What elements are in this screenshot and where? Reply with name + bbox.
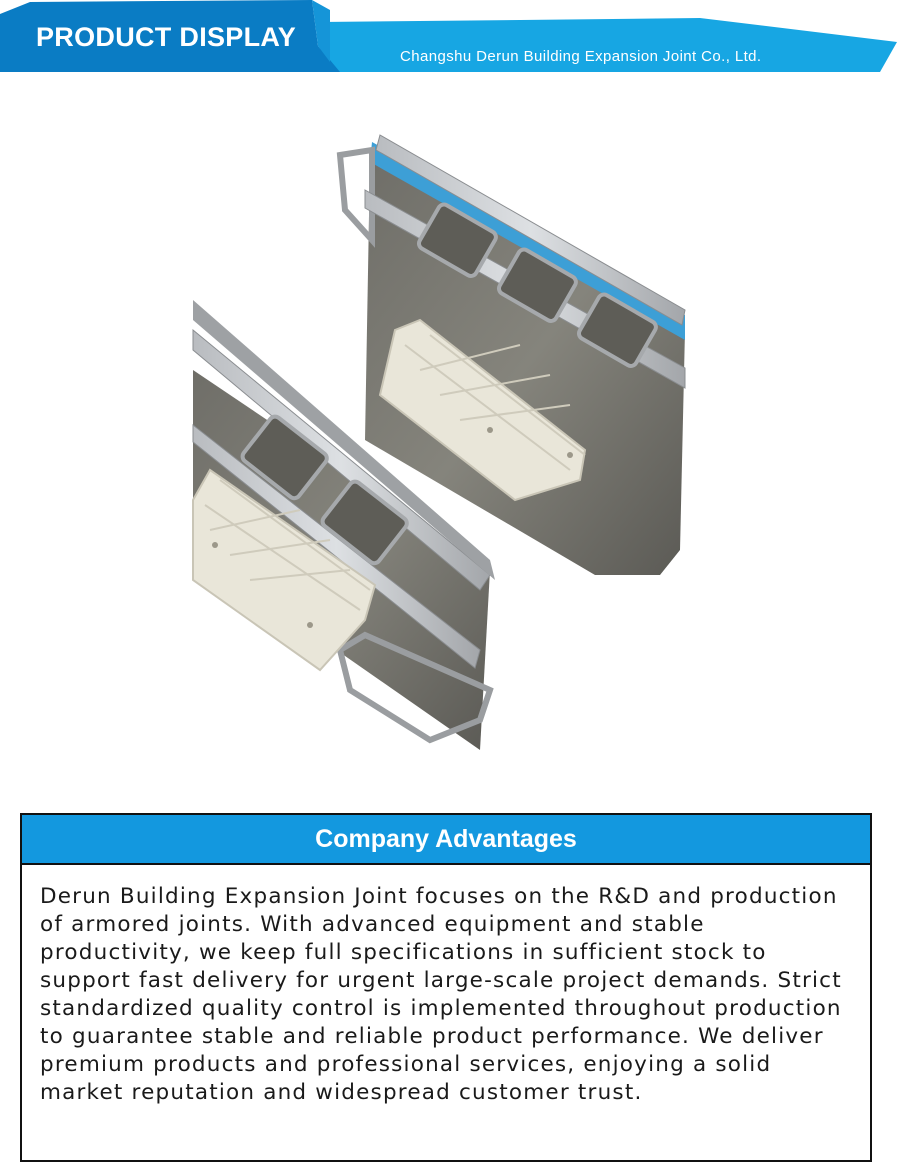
expansion-joint-illustration [190,130,690,750]
company-advantages-panel [20,813,872,1162]
company-name: Changshu Derun Building Expansion Joint Co., Ltd. [400,48,762,65]
advantages-text: Derun Building Expansion Joint focuses on the R&D and production of armored joints. With advanced equipment and stable productivity, we keep full specifications in sufficient stock to support fast delivery for urgent large-scale project demands. Strict standardized quality control is implemented throughout production to guarantee stable and reliable product performance. We deliver premium products and professional services, enjoying a solid market reputation and widespread customer trust. [40,884,842,1105]
banner-title: PRODUCT DISPLAY [36,22,297,52]
product-photo [190,130,690,750]
advantages-title: Company Advantages [315,824,577,853]
advantages-header [22,815,870,865]
header-banner [0,0,897,72]
